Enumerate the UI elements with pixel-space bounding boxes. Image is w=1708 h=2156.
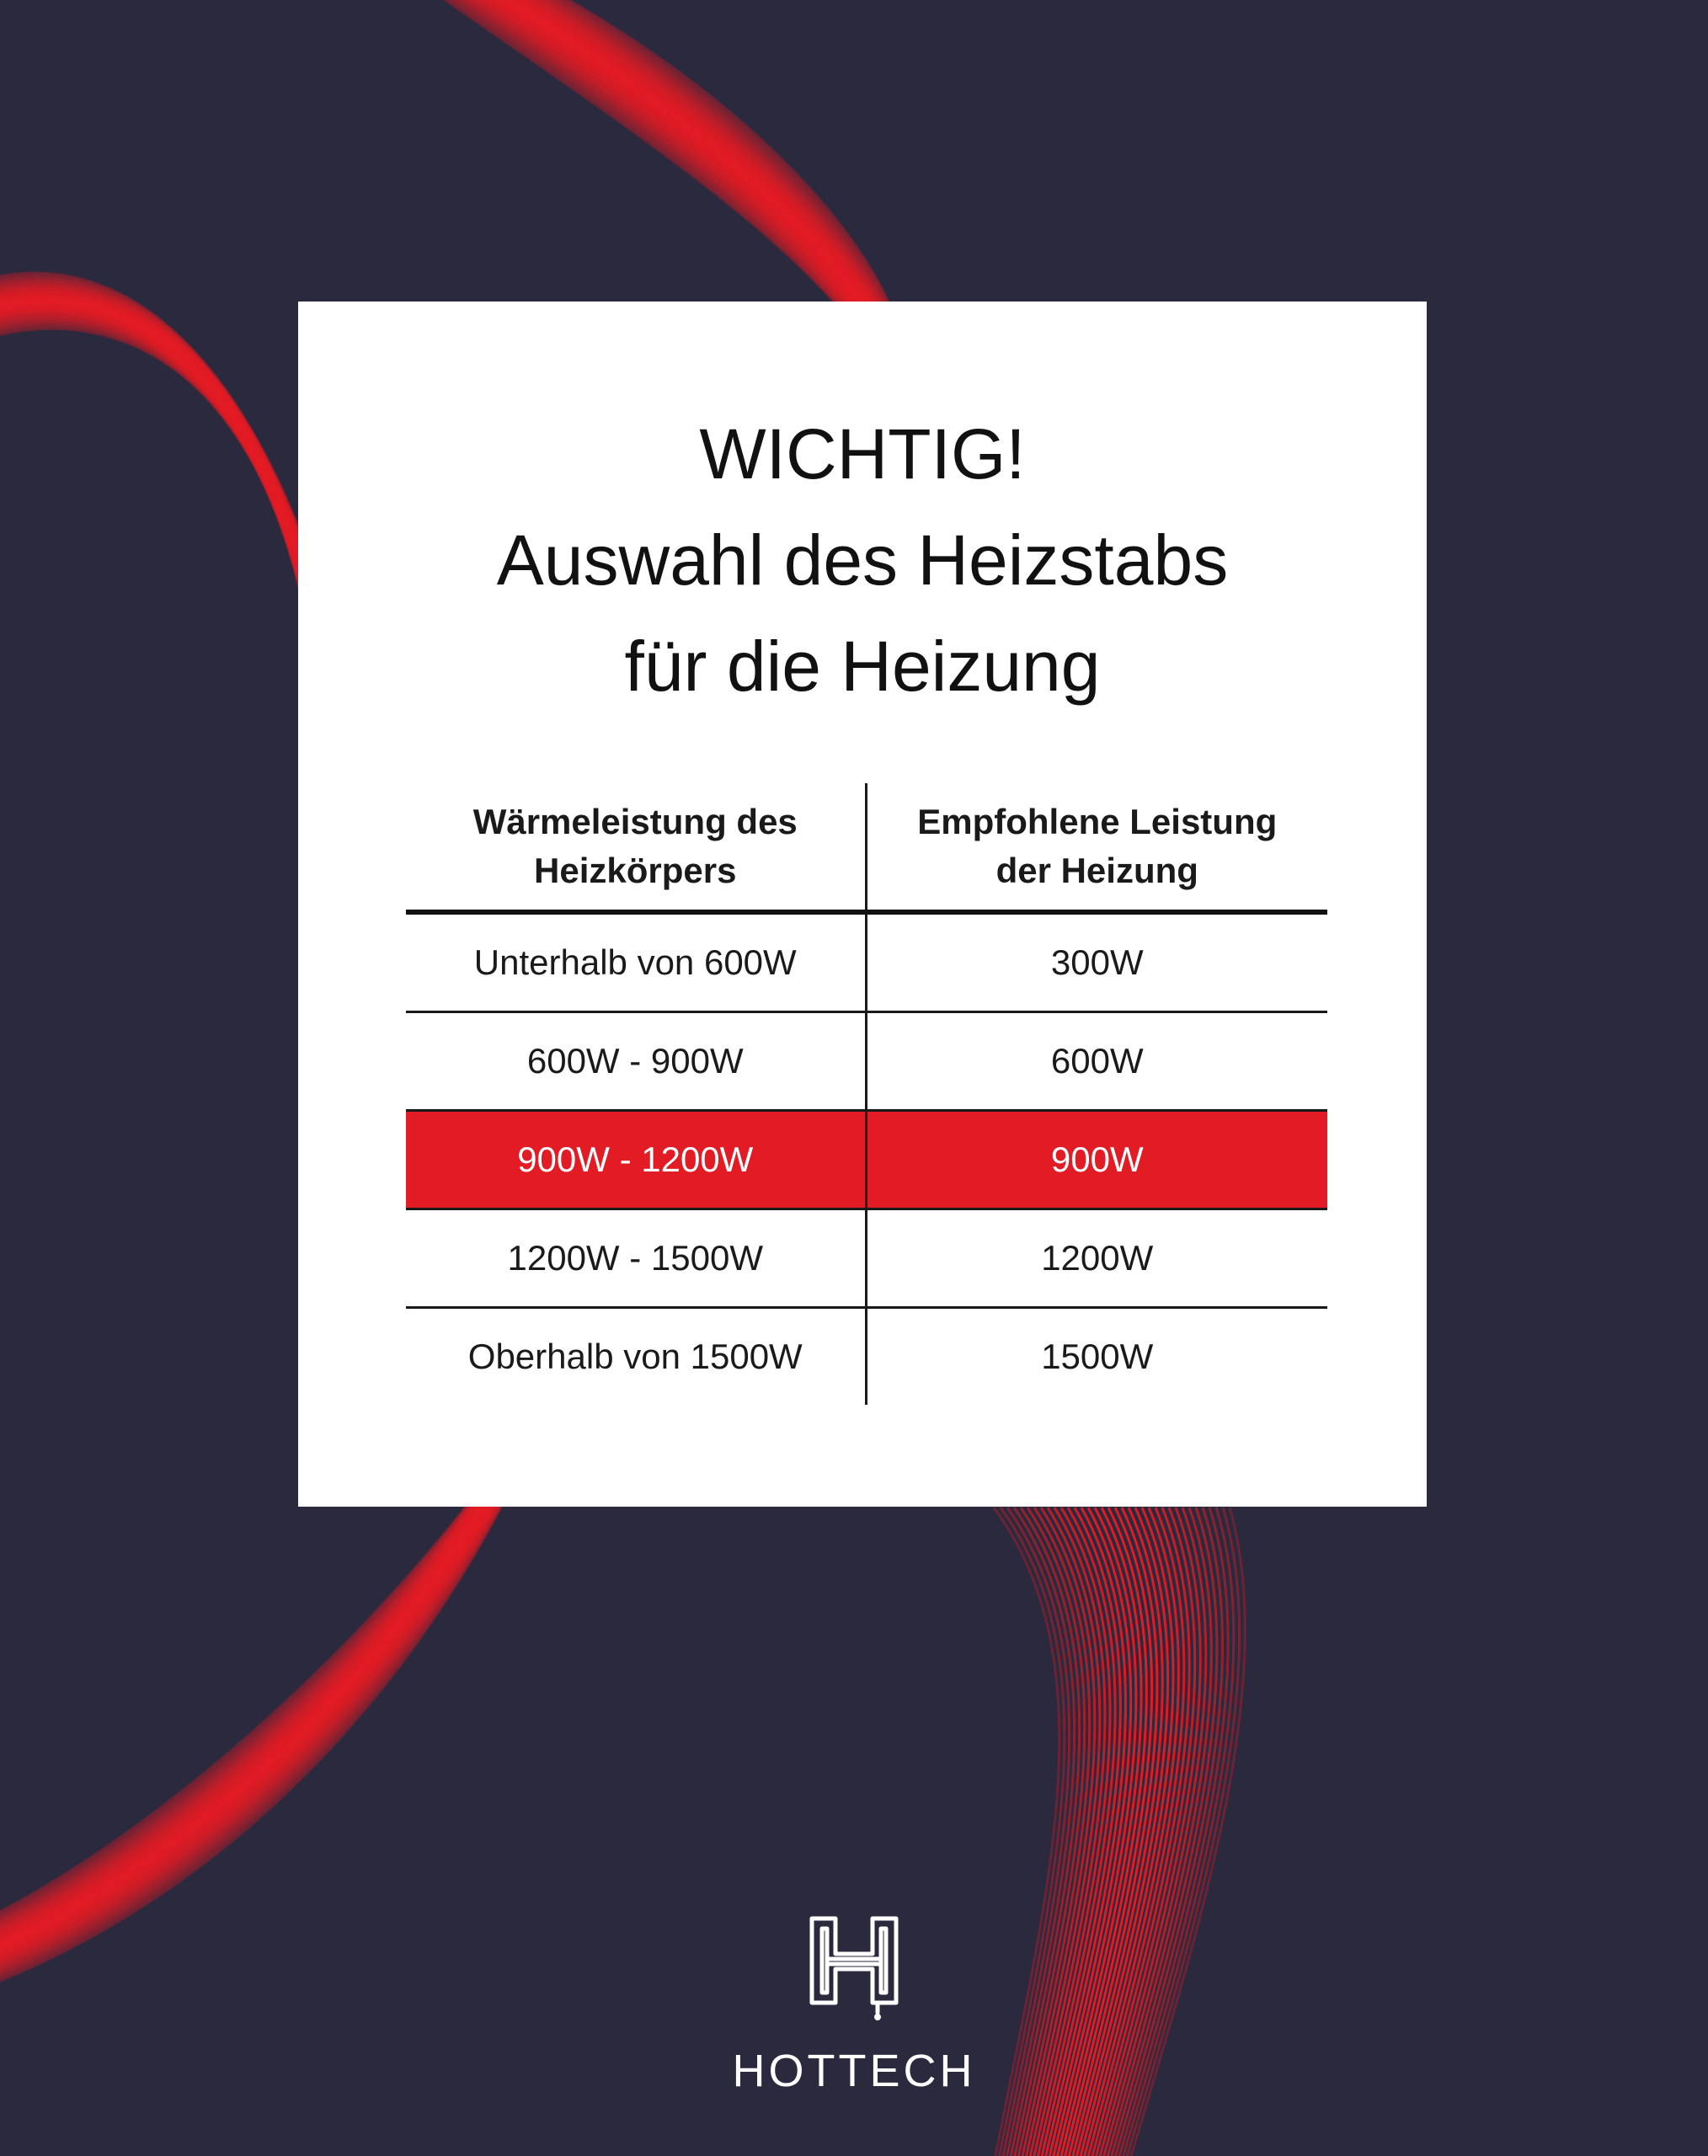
table-row (406, 912, 1327, 1012)
heading-line-2: Auswahl des Heizstabs (496, 520, 1229, 600)
table-row (406, 1209, 1327, 1308)
table-row (406, 1308, 1327, 1406)
header-radiator-line-2: Heizkörpers (534, 851, 737, 890)
wave-ribbon-left (0, 273, 303, 606)
power-table (406, 783, 1327, 1405)
heading-line-3: für die Heizung (624, 627, 1101, 706)
header-radiator-output (406, 783, 866, 912)
header-radiator-line-1: Wärmeleistung des (472, 802, 798, 841)
recommended-power-cell: 600W (866, 1012, 1327, 1111)
h-logo-icon (803, 1913, 905, 2023)
info-card (298, 302, 1427, 1507)
heading (298, 401, 1427, 719)
radiator-output-cell: Oberhalb von 1500W (406, 1308, 866, 1406)
radiator-output-cell: Unterhalb von 600W (406, 912, 866, 1012)
header-recommended-line-1: Empfohlene Leistung (917, 802, 1278, 841)
table-row-highlighted (406, 1111, 1327, 1209)
wave-ribbon-top (421, 0, 893, 312)
radiator-output-cell: 1200W - 1500W (406, 1209, 866, 1308)
table-row (406, 1012, 1327, 1111)
brand-block (0, 1913, 1708, 2097)
heading-line-1: WICHTIG! (699, 414, 1026, 494)
header-recommended-line-2: der Heizung (995, 851, 1198, 890)
recommended-power-cell: 1500W (1041, 1337, 1154, 1376)
header-recommended-power (866, 783, 1327, 912)
recommended-power-cell: 300W (866, 912, 1327, 1012)
radiator-output-cell: 600W - 900W (406, 1012, 866, 1111)
table-header-row (406, 783, 1327, 912)
radiator-output-cell: 900W - 1200W (406, 1111, 866, 1209)
recommended-power-cell: 1200W (866, 1209, 1327, 1308)
brand-name: HOTTECH (732, 2046, 976, 2096)
recommended-power-cell: 900W (866, 1111, 1327, 1209)
